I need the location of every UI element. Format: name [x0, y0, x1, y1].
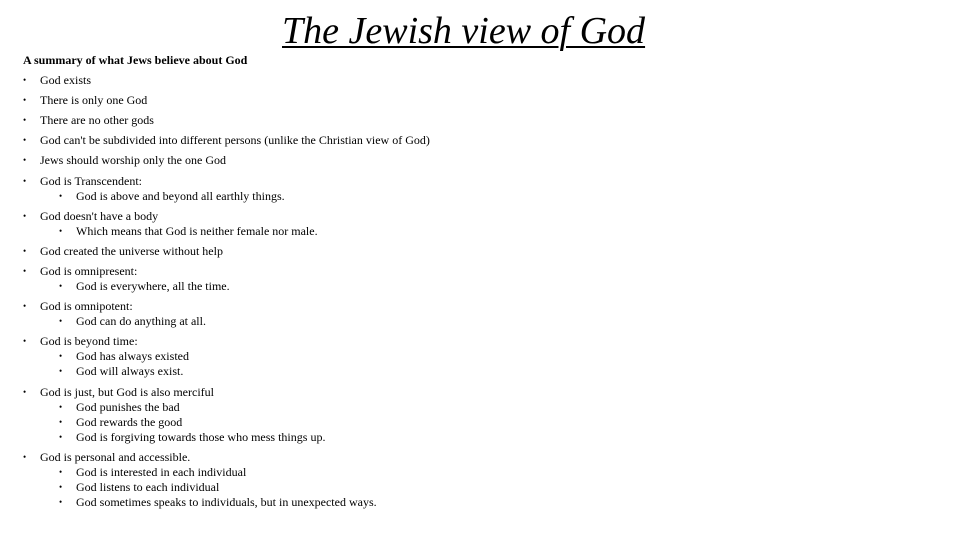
sub-bullet-icon: • [59, 402, 63, 412]
bullet-text: God is omnipresent: [40, 264, 138, 278]
sub-bullet-text: God punishes the bad [76, 400, 180, 414]
slide-subtitle: A summary of what Jews believe about God [23, 53, 248, 67]
slide-title: The Jewish view of God [282, 10, 646, 52]
sub-bullet-text: God listens to each individual [76, 480, 220, 494]
bullet-icon: • [23, 266, 27, 276]
sub-bullet-text: God is interested in each individual [76, 465, 247, 479]
sub-bullet-text: Which means that God is neither female nor male. [76, 224, 318, 238]
sub-bullet-icon: • [59, 497, 63, 507]
sub-bullet-icon: • [59, 281, 63, 291]
sub-bullet-text: God is above and beyond all earthly things. [76, 189, 285, 203]
sub-bullet-icon: • [59, 482, 63, 492]
sub-bullet-text: God is everywhere, all the time. [76, 279, 230, 293]
bullet-icon: • [23, 452, 27, 462]
sub-bullet-icon: • [59, 351, 63, 361]
bullet-icon: • [23, 115, 27, 125]
bullet-icon: • [23, 135, 27, 145]
bullet-icon: • [23, 246, 27, 256]
sub-bullet-text: God can do anything at all. [76, 314, 206, 328]
bullet-icon: • [23, 155, 27, 165]
bullet-icon: • [23, 176, 27, 186]
bullet-text: God is beyond time: [40, 334, 138, 348]
sub-bullet-icon: • [59, 191, 63, 201]
bullet-text: God exists [40, 73, 91, 87]
bullet-text: God is just, but God is also merciful [40, 385, 214, 399]
sub-bullet-icon: • [59, 417, 63, 427]
sub-bullet-text: God sometimes speaks to individuals, but in unexpected ways. [76, 495, 377, 509]
sub-bullet-icon: • [59, 316, 63, 326]
sub-bullet-text: God rewards the good [76, 415, 183, 429]
sub-bullet-icon: • [59, 432, 63, 442]
sub-bullet-text: God is forgiving towards those who mess things up. [76, 430, 326, 444]
bullet-text: God can't be subdivided into different persons (unlike the Christian view of God) [40, 133, 430, 147]
bullet-icon: • [23, 387, 27, 397]
bullet-text: God doesn't have a body [40, 209, 159, 223]
bullet-icon: • [23, 75, 27, 85]
sub-bullet-icon: • [59, 467, 63, 477]
sub-bullet-text: God will always exist. [76, 364, 184, 378]
bullet-text: God is omnipotent: [40, 299, 133, 313]
bullet-text: God is personal and accessible. [40, 450, 191, 464]
bullet-text: There is only one God [40, 93, 148, 107]
sub-bullet-icon: • [59, 226, 63, 236]
bullet-text: Jews should worship only the one God [40, 153, 226, 167]
bullet-icon: • [23, 336, 27, 346]
bullet-text: God is Transcendent: [40, 174, 142, 188]
sub-bullet-text: God has always existed [76, 349, 189, 363]
bullet-text: There are no other gods [40, 113, 154, 127]
bullet-text: God created the universe without help [40, 244, 223, 258]
sub-bullet-icon: • [59, 366, 63, 376]
bullet-icon: • [23, 95, 27, 105]
bullet-icon: • [23, 211, 27, 221]
bullet-icon: • [23, 301, 27, 311]
